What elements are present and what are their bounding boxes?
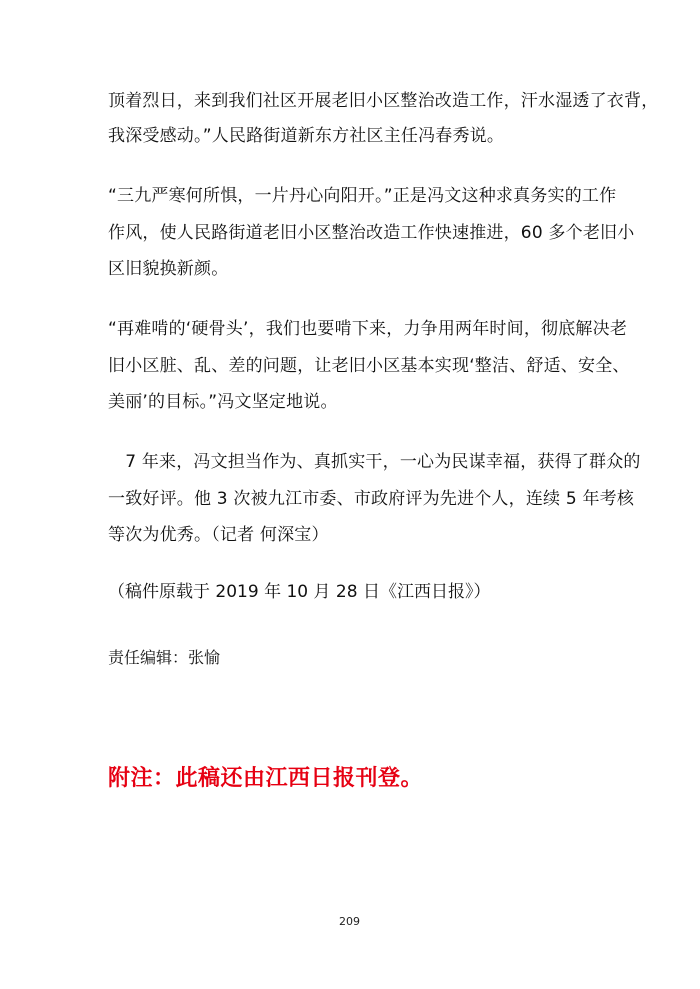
paragraph-2-line-3: 区旧貌换新颜。 [108,259,229,279]
paragraph-2-line-1: “三九严寒何所惧，一片丹心向阳开。”正是冯文这种求真务实的工作 [108,186,617,206]
source-line: （稿件原载于 2019 年 10 月 28 日《江西日报》） [108,582,491,602]
paragraph-3-line-3: 美丽’的目标。”冯文坚定地说。 [108,392,338,412]
paragraph-4-line-1: 7 年来，冯文担当作为、真抓实干，一心为民谋幸福，获得了群众的 [108,452,641,472]
page-number: 209 [339,915,360,928]
paragraph-1-line-2: 我深受感动。”人民路街道新东方社区主任冯春秀说。 [108,126,505,146]
editor-line: 责任编辑：张愉 [108,648,221,667]
paragraph-3-line-1: “再难啃的‘硬骨头’，我们也要啃下来，力争用两年时间，彻底解决老 [108,319,628,339]
paragraph-3-line-2: 旧小区脏、乱、差的问题，让老旧小区基本实现‘整洁、舒适、安全、 [108,356,630,376]
paragraph-4-line-3: 等次为优秀。（记者 何深宝） [108,525,329,545]
paragraph-2-line-2: 作风，使人民路街道老旧小区整治改造工作快速推进，60 多个老旧小 [108,223,635,243]
red-note: 附注：此稿还由江西日报刊登。 [108,766,424,791]
paragraph-1-line-1: 顶着烈日，来到我们社区开展老旧小区整治改造工作，汗水湿透了衣背， [108,91,659,111]
paragraph-4-line-2: 一致好评。他 3 次被九江市委、市政府评为先进个人，连续 5 年考核 [108,489,635,509]
